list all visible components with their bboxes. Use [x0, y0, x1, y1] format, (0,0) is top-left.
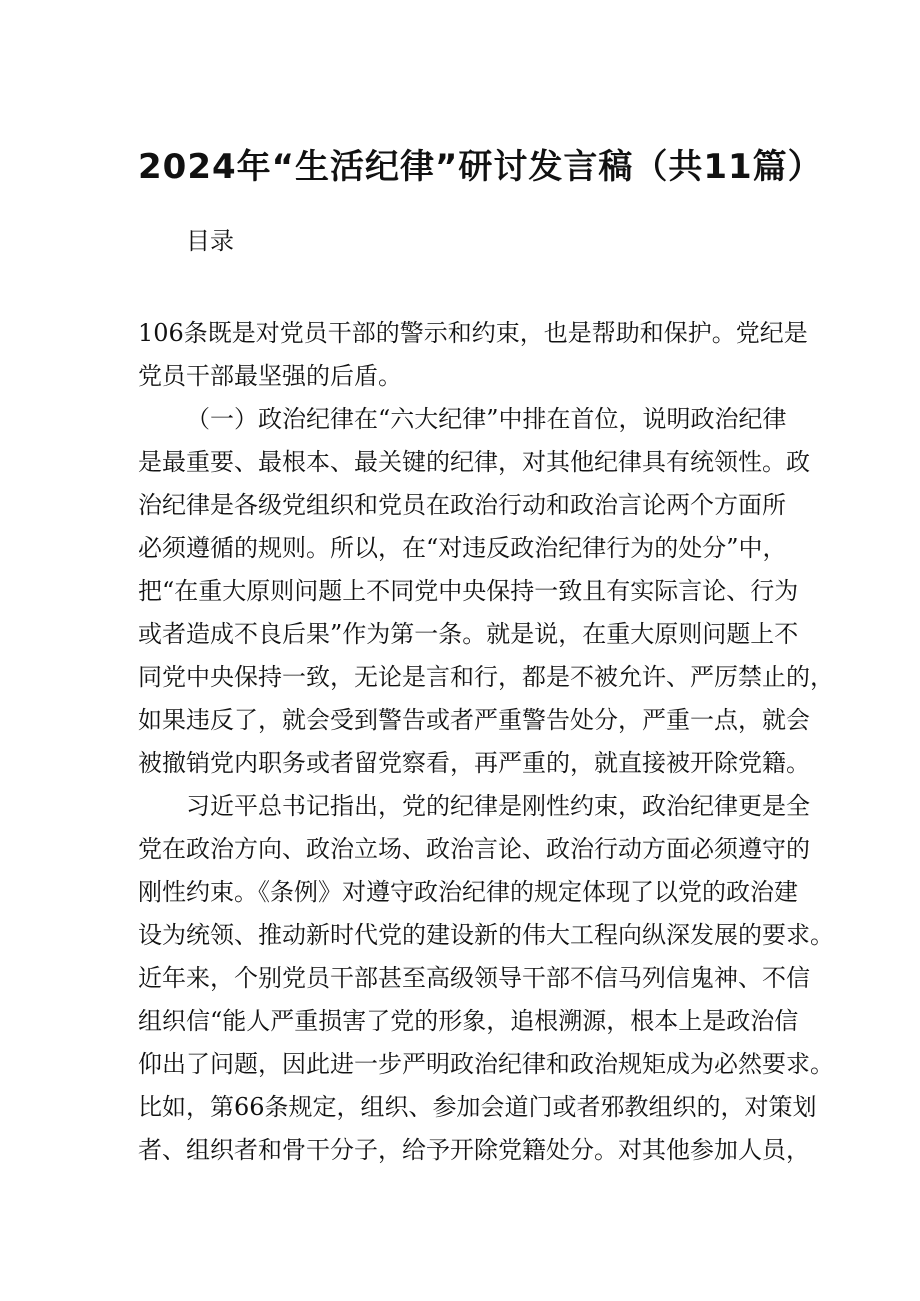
- toc-label: 目录: [186, 227, 234, 255]
- body-line: 比如，第66条规定，组织、参加会道门或者邪教组织的，对策划: [138, 1093, 817, 1121]
- body-line: 是最重要、最根本、最关键的纪律，对其他纪律具有统领性。政: [138, 448, 810, 476]
- body-line: 106条既是对党员干部的警示和约束，也是帮助和保护。党纪是: [138, 319, 808, 347]
- body-line: 党在政治方向、政治立场、政治言论、政治行动方面必须遵守的: [138, 835, 810, 863]
- body-line: 者、组织者和骨干分子，给予开除党籍处分。对其他参加人员，: [138, 1136, 810, 1164]
- body-line: 同党中央保持一致，无论是言和行，都是不被允许、严厉禁止的，: [138, 663, 834, 691]
- body-line: 被撤销党内职务或者留党察看，再严重的，就直接被开除党籍。: [138, 749, 810, 777]
- body-line: 近年来，个别党员干部甚至高级领导干部不信马列信鬼神、不信: [138, 964, 810, 992]
- body-line: 或者造成不良后果”作为第一条。就是说，在重大原则问题上不: [138, 620, 799, 648]
- body-line: 组织信“能人严重损害了党的形象，追根溯源，根本上是政治信: [138, 1007, 799, 1035]
- body-line: 设为统领、推动新时代党的建设新的伟大工程向纵深发展的要求。: [138, 921, 834, 949]
- paragraph-first-line: （一）政治纪律在“六大纪律”中排在首位，说明政治纪律: [186, 405, 787, 433]
- body-line: 党员干部最坚强的后盾。: [138, 362, 402, 390]
- body-line: 治纪律是各级党组织和党员在政治行动和政治言论两个方面所: [138, 491, 786, 519]
- body-line: 刚性约束。《条例》对遵守政治纪律的规定体现了以党的政治建: [138, 878, 798, 906]
- body-line: 仰出了问题，因此进一步严明政治纪律和政治规矩成为必然要求。: [138, 1050, 834, 1078]
- document-title: 2024年“生活纪律”研讨发言稿（共11篇）: [138, 147, 823, 187]
- paragraph-first-line: 习近平总书记指出，党的纪律是刚性约束，政治纪律更是全: [186, 792, 810, 820]
- body-line: 如果违反了，就会受到警告或者严重警告处分，严重一点，就会: [138, 706, 810, 734]
- body-line: 必须遵循的规则。所以，在“对违反政治纪律行为的处分”中，: [138, 534, 787, 562]
- body-line: 把“在重大原则问题上不同党中央保持一致且有实际言论、行为: [138, 577, 799, 605]
